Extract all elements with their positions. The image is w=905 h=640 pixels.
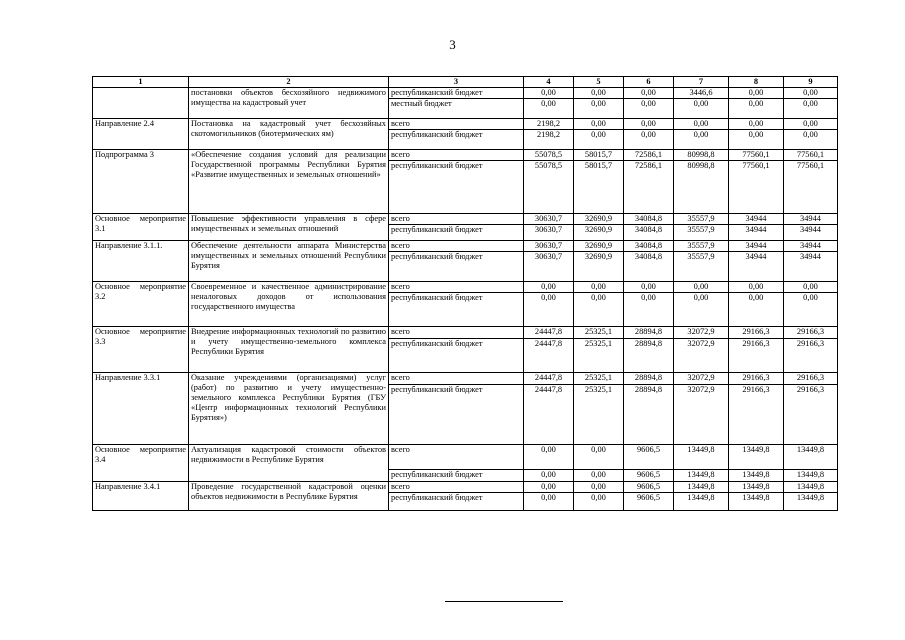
year-amount-cell: 0,00	[674, 130, 729, 150]
year-amount-cell: 72586,1	[624, 150, 674, 161]
year-amount-cell: 0,00	[524, 282, 574, 293]
year-amount-cell: 0,00	[729, 293, 784, 327]
year-amount-cell: 77560,1	[729, 150, 784, 161]
year-amount-cell: 9606,5	[624, 493, 674, 511]
year-amount-cell: 0,00	[729, 119, 784, 130]
year-amount-cell: 13449,8	[729, 493, 784, 511]
year-amount-cell: 0,00	[574, 119, 624, 130]
row-label: Основное мероприятие 3.3	[93, 327, 189, 373]
year-amount-cell: 0,00	[729, 130, 784, 150]
year-amount-cell: 29166,3	[729, 327, 784, 339]
table-header-row	[93, 77, 838, 88]
year-amount-cell: 25325,1	[574, 339, 624, 373]
funding-source: всего	[389, 241, 524, 252]
year-amount-cell: 0,00	[624, 119, 674, 130]
row-label: Подпрограмма 3	[93, 150, 189, 214]
year-amount-cell: 32072,9	[674, 327, 729, 339]
year-amount-cell: 28894,8	[624, 385, 674, 445]
table-row	[93, 373, 838, 385]
year-amount-cell: 0,00	[524, 88, 574, 99]
year-amount-cell: 0,00	[524, 445, 574, 470]
page-number: 3	[449, 37, 456, 52]
year-amount-cell: 0,00	[784, 282, 838, 293]
year-amount-cell: 72586,1	[624, 161, 674, 214]
funding-source: всего	[389, 119, 524, 130]
funding-source: республиканский бюджет	[389, 225, 524, 241]
year-amount-cell: 29166,3	[729, 385, 784, 445]
table-row	[93, 445, 838, 470]
year-amount-cell: 0,00	[524, 99, 574, 119]
year-amount-cell: 0,00	[624, 99, 674, 119]
year-amount-cell: 0,00	[729, 99, 784, 119]
row-description: Обеспечение деятельности аппарата Министерства имущественных и земельных отношений Республики Бурятия	[189, 241, 389, 282]
row-label: Направление 3.4.1	[93, 482, 189, 511]
column-header: 1	[93, 77, 189, 88]
year-amount-cell: 32072,9	[674, 373, 729, 385]
year-amount-cell: 3446,6	[674, 88, 729, 99]
year-amount-cell: 0,00	[524, 293, 574, 327]
year-amount-cell: 0,00	[784, 119, 838, 130]
table-row	[93, 214, 838, 225]
funding-source: всего	[389, 150, 524, 161]
row-description: Оказание учреждениями (организациями) услуг (работ) по развитию и учету имущественно-земельного комплекса Республики Бурятия (ГБУ «Центр информационных технологий Республики Бурятия»)	[189, 373, 389, 445]
column-header: 6	[624, 77, 674, 88]
year-amount-cell: 35557,9	[674, 214, 729, 225]
column-header: 9	[784, 77, 838, 88]
year-amount-cell: 0,00	[574, 99, 624, 119]
year-amount-cell: 34944	[784, 252, 838, 282]
table-row	[93, 241, 838, 252]
funding-source: республиканский бюджет	[389, 88, 524, 99]
year-amount-cell: 32690,9	[574, 214, 624, 225]
year-amount-cell: 55078,5	[524, 161, 574, 214]
year-amount-cell: 2198,2	[524, 130, 574, 150]
year-amount-cell: 0,00	[624, 282, 674, 293]
year-amount-cell: 30630,7	[524, 225, 574, 241]
year-amount-cell: 9606,5	[624, 482, 674, 493]
row-label	[93, 88, 189, 119]
year-amount-cell: 32690,9	[574, 225, 624, 241]
year-amount-cell: 32690,9	[574, 252, 624, 282]
year-amount-cell: 13449,8	[784, 445, 838, 470]
row-description: Постановка на кадастровый учет бесхозяйных скотомогильников (биотермических ям)	[189, 119, 389, 150]
year-amount-cell: 0,00	[674, 119, 729, 130]
year-amount-cell: 32072,9	[674, 339, 729, 373]
row-description: Проведение государственной кадастровой оценки объектов недвижимости в Республике Бурятия	[189, 482, 389, 511]
year-amount-cell: 28894,8	[624, 327, 674, 339]
year-amount-cell: 32072,9	[674, 385, 729, 445]
row-description: постановки объектов бесхозяйного недвижимого имущества на кадастровый учет	[189, 88, 389, 119]
funding-source: республиканский бюджет	[389, 339, 524, 373]
year-amount-cell: 0,00	[524, 482, 574, 493]
column-header: 3	[389, 77, 524, 88]
year-amount-cell: 35557,9	[674, 252, 729, 282]
column-header: 4	[524, 77, 574, 88]
funding-source: республиканский бюджет	[389, 252, 524, 282]
year-amount-cell: 0,00	[524, 470, 574, 482]
table-row	[93, 150, 838, 161]
year-amount-cell: 0,00	[574, 493, 624, 511]
year-amount-cell: 13449,8	[729, 445, 784, 470]
year-amount-cell: 30630,7	[524, 241, 574, 252]
year-amount-cell: 29166,3	[784, 327, 838, 339]
funding-source: всего	[389, 214, 524, 225]
year-amount-cell: 29166,3	[729, 373, 784, 385]
year-amount-cell: 34084,8	[624, 241, 674, 252]
year-amount-cell: 13449,8	[784, 493, 838, 511]
year-amount-cell: 0,00	[624, 88, 674, 99]
year-amount-cell: 0,00	[574, 282, 624, 293]
row-label: Направление 2.4	[93, 119, 189, 150]
table-row	[93, 482, 838, 493]
year-amount-cell: 0,00	[574, 130, 624, 150]
year-amount-cell: 30630,7	[524, 252, 574, 282]
funding-source: республиканский бюджет	[389, 493, 524, 511]
funding-source: всего	[389, 373, 524, 385]
year-amount-cell: 0,00	[784, 130, 838, 150]
funding-source: местный бюджет	[389, 99, 524, 119]
year-amount-cell: 30630,7	[524, 214, 574, 225]
year-amount-cell: 34944	[784, 241, 838, 252]
funding-source: республиканский бюджет	[389, 161, 524, 214]
year-amount-cell: 0,00	[674, 293, 729, 327]
year-amount-cell: 13449,8	[674, 445, 729, 470]
year-amount-cell: 34084,8	[624, 225, 674, 241]
year-amount-cell: 0,00	[729, 282, 784, 293]
row-label: Основное мероприятие 3.4	[93, 445, 189, 482]
year-amount-cell: 25325,1	[574, 385, 624, 445]
year-amount-cell: 29166,3	[784, 339, 838, 373]
funding-source: республиканский бюджет	[389, 385, 524, 445]
year-amount-cell: 34084,8	[624, 252, 674, 282]
year-amount-cell: 25325,1	[574, 373, 624, 385]
year-amount-cell: 80998,8	[674, 161, 729, 214]
year-amount-cell: 0,00	[729, 88, 784, 99]
year-amount-cell: 55078,5	[524, 150, 574, 161]
year-amount-cell: 0,00	[624, 293, 674, 327]
year-amount-cell: 13449,8	[784, 482, 838, 493]
year-amount-cell: 13449,8	[729, 470, 784, 482]
row-description: Повышение эффективности управления в сфере имущественных и земельных отношений	[189, 214, 389, 241]
year-amount-cell: 13449,8	[674, 470, 729, 482]
year-amount-cell: 9606,5	[624, 470, 674, 482]
year-amount-cell: 29166,3	[784, 373, 838, 385]
footer-divider	[445, 601, 563, 602]
row-label: Направление 3.3.1	[93, 373, 189, 445]
row-label: Направление 3.1.1.	[93, 241, 189, 282]
year-amount-cell: 34084,8	[624, 214, 674, 225]
year-amount-cell: 0,00	[574, 88, 624, 99]
funding-source: республиканский бюджет	[389, 130, 524, 150]
year-amount-cell: 0,00	[574, 445, 624, 470]
row-label: Основное мероприятие 3.1	[93, 214, 189, 241]
table-row	[93, 119, 838, 130]
funding-source: всего	[389, 282, 524, 293]
year-amount-cell: 58015,7	[574, 161, 624, 214]
year-amount-cell: 13449,8	[674, 493, 729, 511]
funding-source: всего	[389, 445, 524, 470]
year-amount-cell: 25325,1	[574, 327, 624, 339]
column-header: 8	[729, 77, 784, 88]
row-description: Внедрение информационных технологий по развитию и учету имущественно-земельного комплекса Республики Бурятия	[189, 327, 389, 373]
column-header: 5	[574, 77, 624, 88]
funding-source: всего	[389, 327, 524, 339]
year-amount-cell: 28894,8	[624, 373, 674, 385]
table-row	[93, 88, 838, 99]
year-amount-cell: 0,00	[624, 130, 674, 150]
year-amount-cell: 34944	[729, 252, 784, 282]
year-amount-cell: 24447,8	[524, 385, 574, 445]
table-body	[93, 88, 838, 511]
table-row	[93, 327, 838, 339]
year-amount-cell: 80998,8	[674, 150, 729, 161]
year-amount-cell: 32690,9	[574, 241, 624, 252]
table-row	[93, 282, 838, 293]
year-amount-cell: 0,00	[784, 88, 838, 99]
year-amount-cell: 24447,8	[524, 327, 574, 339]
year-amount-cell: 77560,1	[729, 161, 784, 214]
year-amount-cell: 28894,8	[624, 339, 674, 373]
year-amount-cell: 77560,1	[784, 161, 838, 214]
year-amount-cell: 0,00	[674, 282, 729, 293]
funding-source: республиканский бюджет	[389, 470, 524, 482]
year-amount-cell: 35557,9	[674, 225, 729, 241]
year-amount-cell: 0,00	[574, 293, 624, 327]
funding-source: республиканский бюджет	[389, 293, 524, 327]
year-amount-cell: 77560,1	[784, 150, 838, 161]
year-amount-cell: 35557,9	[674, 241, 729, 252]
column-header: 2	[189, 77, 389, 88]
year-amount-cell: 34944	[729, 225, 784, 241]
year-amount-cell: 58015,7	[574, 150, 624, 161]
row-description: «Обеспечение создания условий для реализации Государственной программы Республики Бурятия «Развитие имущественных и земельных отношений»	[189, 150, 389, 214]
row-label: Основное мероприятие 3.2	[93, 282, 189, 327]
year-amount-cell: 2198,2	[524, 119, 574, 130]
year-amount-cell: 24447,8	[524, 373, 574, 385]
year-amount-cell: 29166,3	[784, 385, 838, 445]
funding-source: всего	[389, 482, 524, 493]
year-amount-cell: 0,00	[524, 493, 574, 511]
year-amount-cell: 0,00	[784, 99, 838, 119]
year-amount-cell: 13449,8	[674, 482, 729, 493]
row-description: Актуализация кадастровой стоимости объектов недвижимости в Республике Бурятия	[189, 445, 389, 482]
row-description: Своевременное и качественное администрирование неналоговых доходов от использования государственного имущества	[189, 282, 389, 327]
year-amount-cell: 9606,5	[624, 445, 674, 470]
year-amount-cell: 34944	[729, 214, 784, 225]
year-amount-cell: 34944	[784, 225, 838, 241]
year-amount-cell: 34944	[729, 241, 784, 252]
year-amount-cell: 24447,8	[524, 339, 574, 373]
year-amount-cell: 0,00	[574, 482, 624, 493]
year-amount-cell: 0,00	[784, 293, 838, 327]
year-amount-cell: 13449,8	[729, 482, 784, 493]
column-header: 7	[674, 77, 729, 88]
year-amount-cell: 29166,3	[729, 339, 784, 373]
year-amount-cell: 34944	[784, 214, 838, 225]
year-amount-cell: 13449,8	[784, 470, 838, 482]
year-amount-cell: 0,00	[574, 470, 624, 482]
budget-table	[92, 76, 838, 511]
year-amount-cell: 0,00	[674, 99, 729, 119]
